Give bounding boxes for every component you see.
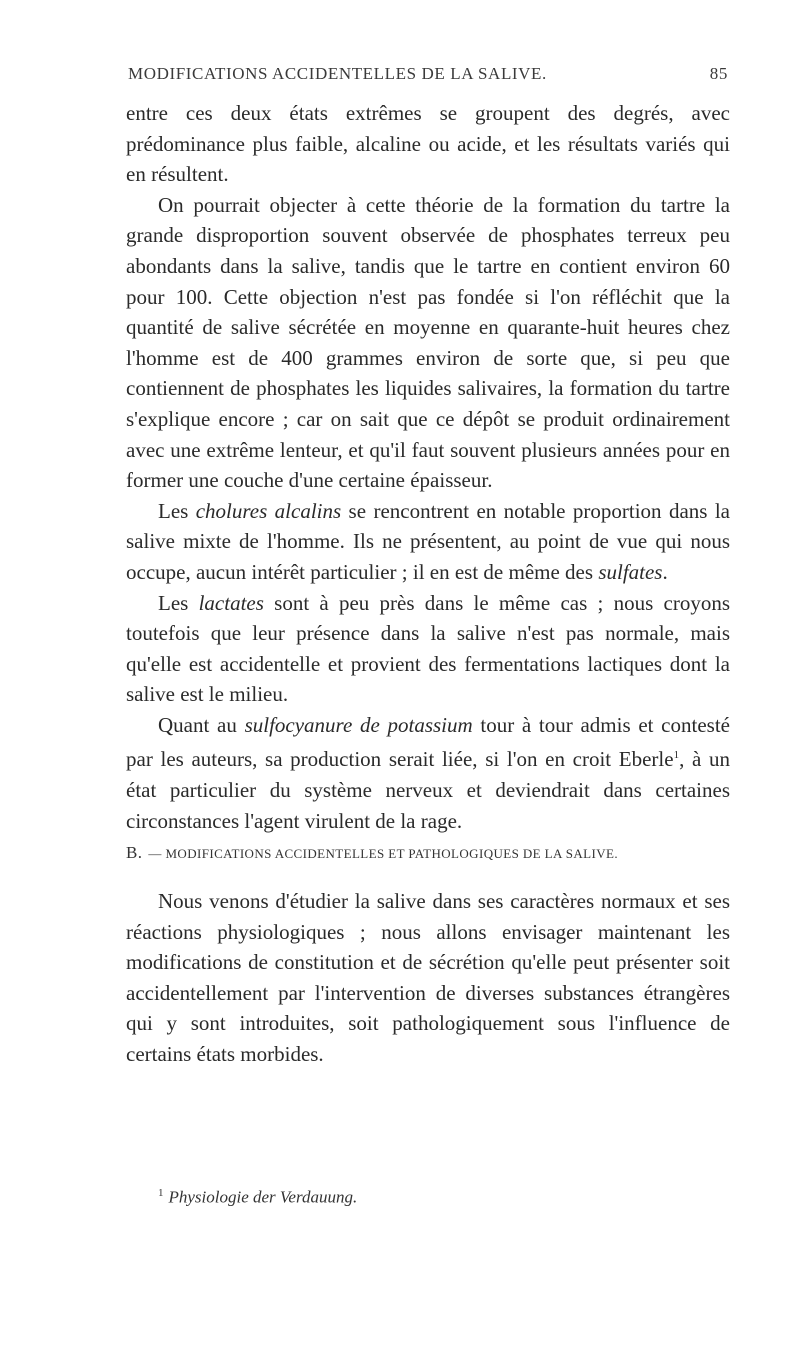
- term-lactates: lactates: [198, 590, 264, 615]
- footnote-reference: 1: [673, 749, 680, 762]
- footnote: [158, 1187, 357, 1208]
- text-segment: .: [662, 559, 668, 584]
- paragraph-continuation: entre ces deux états extrêmes se groupent des degrés, avec prédominance plus faible, alcaline ou acide, et les résultats variés qui en résultent.: [126, 101, 730, 187]
- footnote-marker: 1: [158, 1187, 164, 1199]
- text-segment: se rencontrent en notable proportion dans la salive mixte de l'homme. Ils ne présentent, au point de vue qui nous occupe, aucun intérêt particulier ; il en est de même des: [126, 498, 730, 584]
- page-number: 85: [709, 64, 728, 83]
- term-sulfates: sulfates: [598, 559, 663, 584]
- paragraph-cholures: [126, 496, 730, 588]
- term-cholures: cholures alcalins: [195, 498, 342, 523]
- text-segment: , à un état particulier du système nerveux et deviendrait dans certaines circonstances l'agent virulent de la rage.: [126, 747, 730, 833]
- footnote-text: Physiologie der Verdauung.: [168, 1187, 358, 1207]
- section-title: — MODIFICATIONS ACCIDENTELLES ET PATHOLOGIQUES DE LA SALIVE.: [148, 846, 619, 861]
- text-segment: Les: [158, 498, 196, 523]
- paragraph-tartre-objection: On pourrait objecter à cette théorie de la formation du tartre la grande disproportion souvent observée de phosphates terreux peu abondants dans la salive, tandis que le tartre en contient environ 60 pour 100. Cette objection n'est pas fondée si l'on réfléchit que la quantité de salive sécrétée en moyenne en quarante-huit heures chez l'homme est de 400 grammes environ de sorte que, si peu que contiennent de phosphates les liquides salivaires, la formation du tartre s'explique encore ; car on sait que ce dépôt se produit ordinairement avec une extrême lenteur, et qu'il faut souvent plusieurs années pour en former une couche d'une certaine épaisseur.: [126, 192, 730, 493]
- paragraph-section-intro: Nous venons d'étudier la salive dans ses caractères normaux et ses réactions physiologiques ; nous allons envisager maintenant les modifications de constitution et de sécrétion qu'elle peut présenter soit accidentellement par l'intervention de diverses substances étrangères qui y sont introduites, soit pathologiquement sous l'influence de certains états morbides.: [126, 889, 730, 1066]
- text-segment: Quant au: [158, 712, 245, 737]
- main-text: [126, 98, 730, 836]
- paragraph-lactates: [126, 588, 730, 710]
- paragraph-sulfocyanure: [126, 710, 730, 836]
- term-sulfocyanure: sulfocyanure de potassium: [244, 712, 473, 737]
- text-segment: tour à tour admis et contesté par les auteurs, sa production serait liée, si l'on en croit Eberle: [126, 712, 730, 772]
- section-text: [126, 886, 730, 1070]
- text-segment: sont à peu près dans le même cas ; nous croyons toutefois que leur présence dans la salive n'est pas normale, mais qu'elle est accidentelle et provient des fermentations lactiques dont la salive est le milieu.: [126, 590, 730, 707]
- running-head: [128, 64, 728, 84]
- running-title: MODIFICATIONS ACCIDENTELLES DE LA SALIVE.: [128, 64, 547, 83]
- text-segment: Les: [158, 590, 199, 615]
- section-letter: B.: [126, 843, 143, 862]
- section-heading: [126, 843, 730, 863]
